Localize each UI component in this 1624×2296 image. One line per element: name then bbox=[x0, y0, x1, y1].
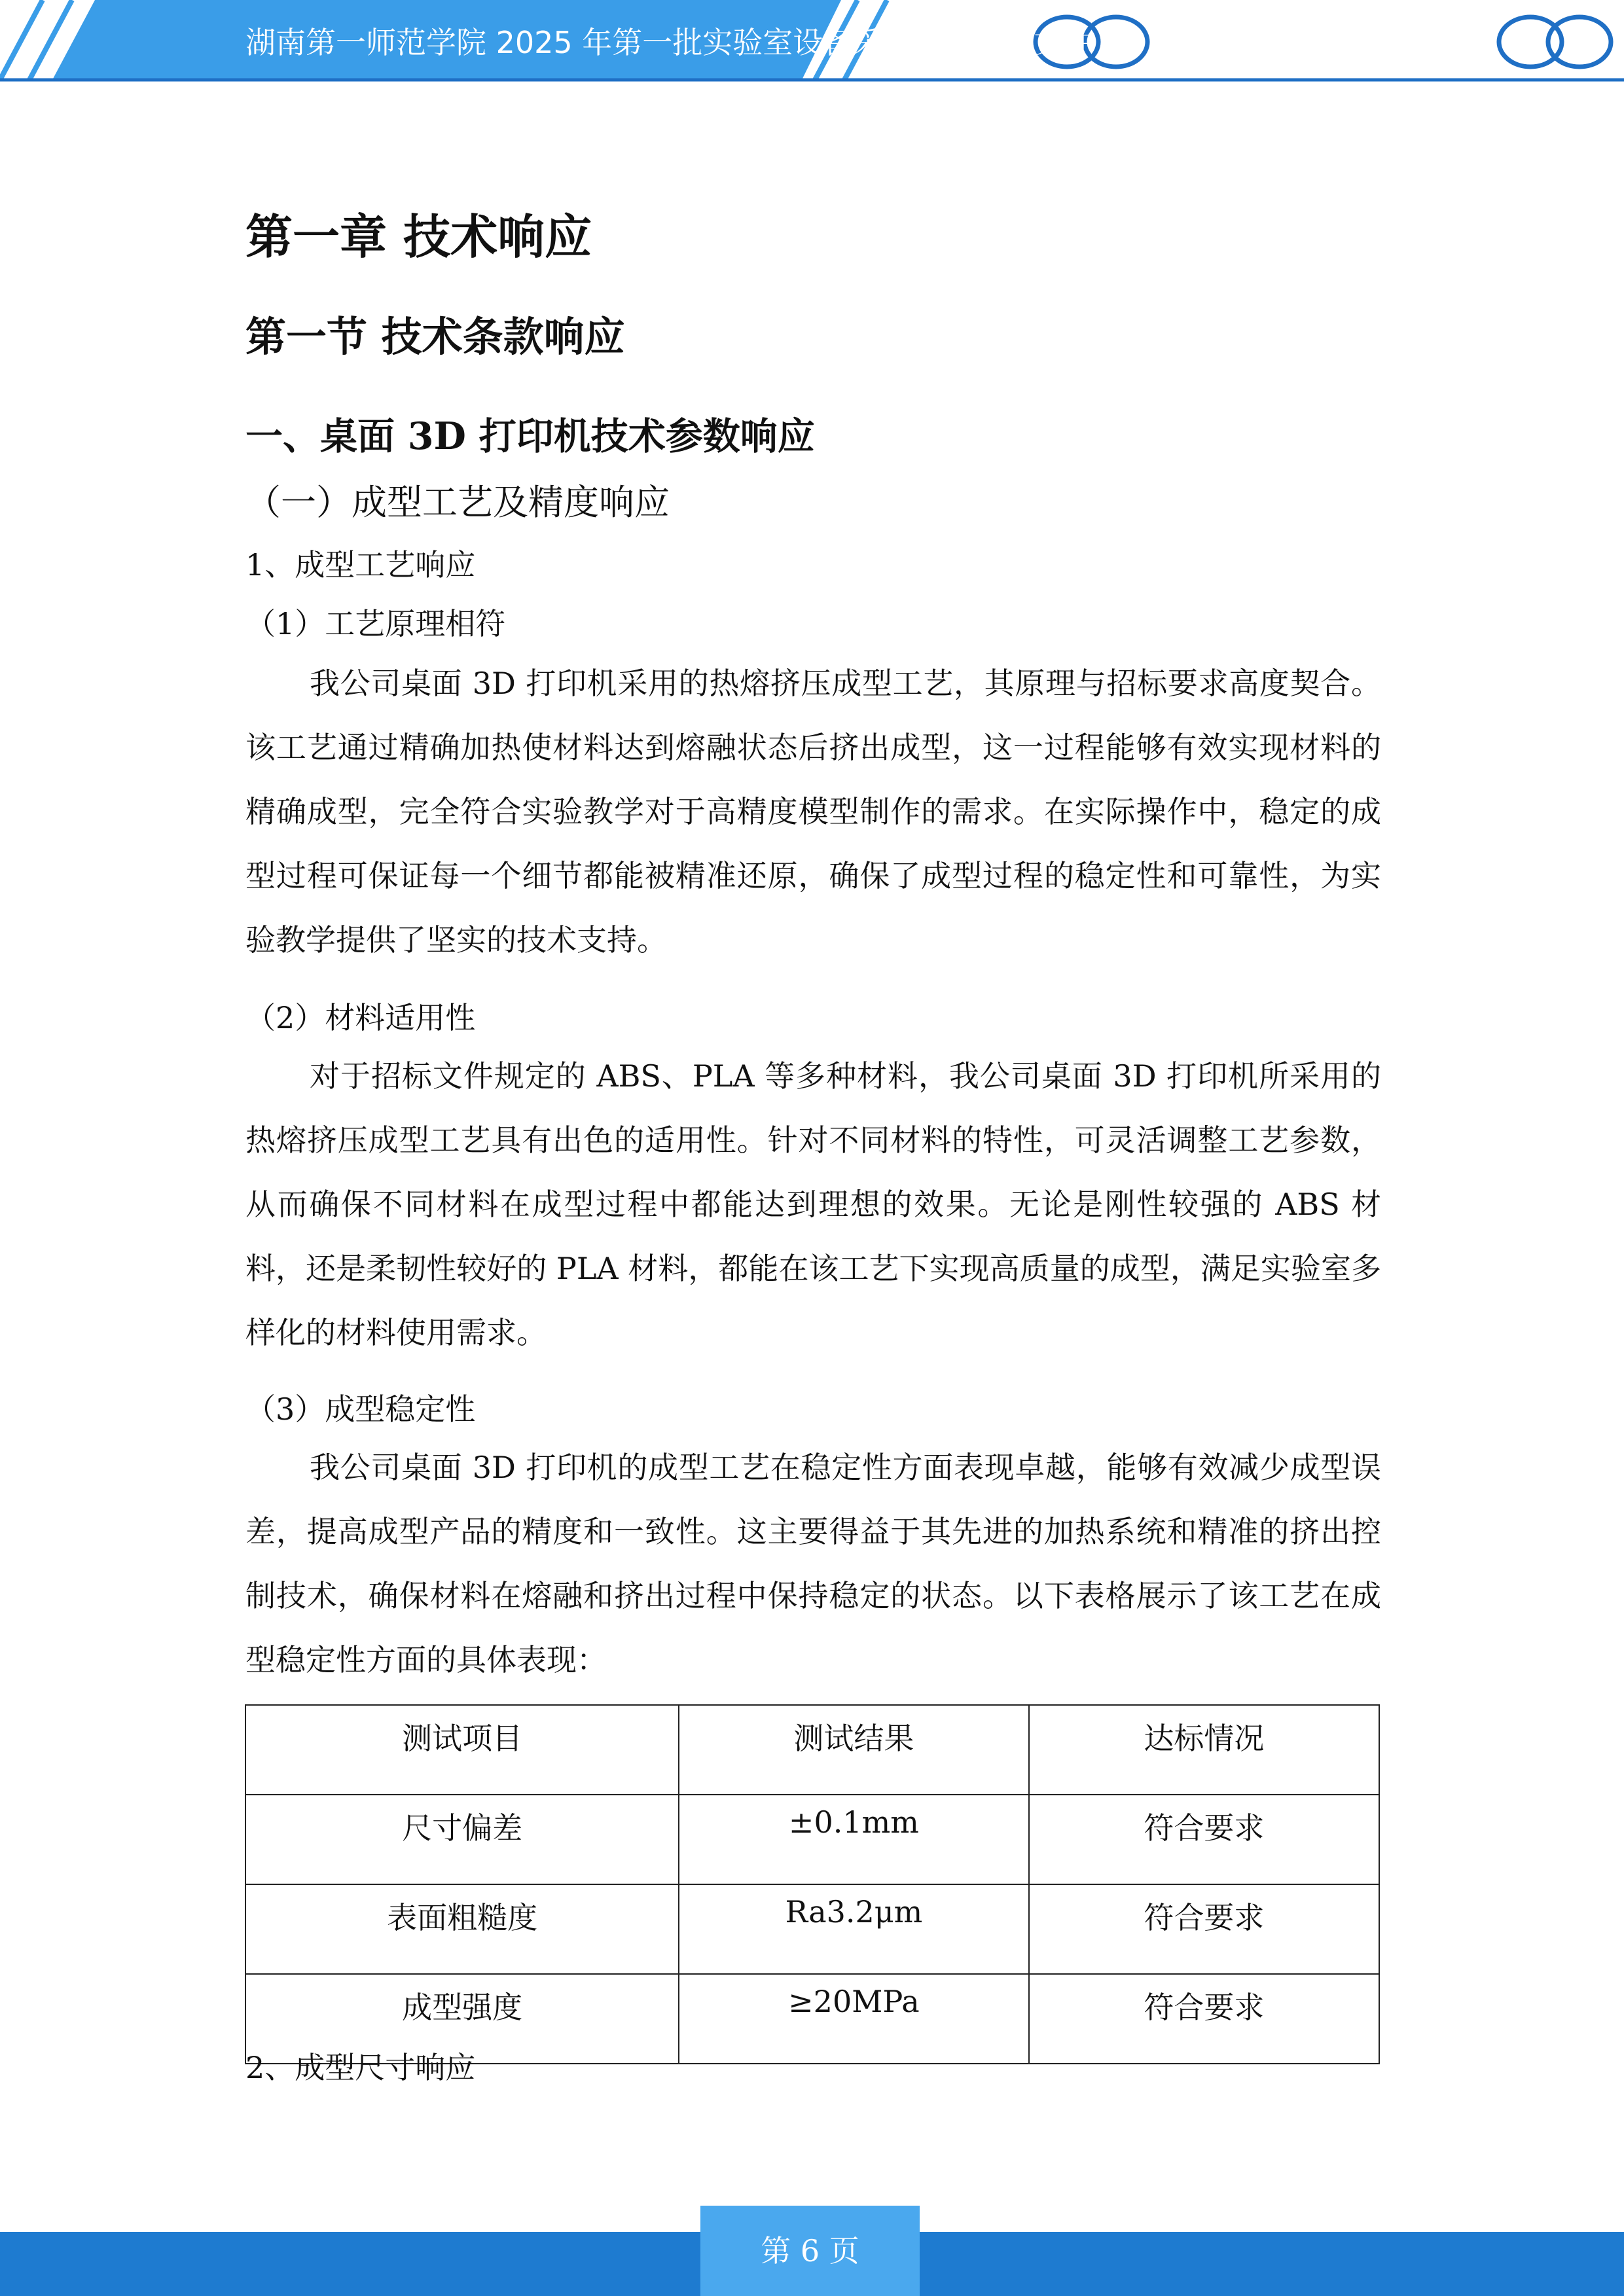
header-title: 湖南第一师范学院 2025 年第一批实验室设备采购项目投标文件 bbox=[245, 25, 1094, 60]
table-header-cell: 测试项目 bbox=[245, 1705, 679, 1795]
stability-table bbox=[245, 1704, 1380, 2064]
section-heading: 第一节 技术条款响应 bbox=[245, 313, 625, 361]
table-header-cell: 测试结果 bbox=[679, 1705, 1029, 1795]
table-cell: 符合要求 bbox=[1029, 1974, 1379, 2064]
chapter-heading: 第一章 技术响应 bbox=[245, 209, 592, 264]
table-header-row bbox=[245, 1705, 1379, 1795]
page-header bbox=[0, 0, 1624, 85]
paragraph-2: 对于招标文件规定的 ABS、PLA 等多种材料，我公司桌面 3D 打印机所采用的热熔挤压成型工艺具有出色的适用性。针对不同材料的特性，可灵活调整工艺参数，从而确保不同材料在成型过程中都能达到理想的效果。无论是刚性较强的 ABS 材料，还是柔韧性较好的 PLA 材料，都能在该工艺下实现高质量的成型，满足实验室多样化的材料使用需求。 bbox=[245, 1058, 1381, 1350]
table-row bbox=[245, 1884, 1379, 1974]
rings-logo-right bbox=[1499, 17, 1611, 67]
item-heading: （一）成型工艺及精度响应 bbox=[245, 482, 670, 523]
table-cell: ±0.1mm bbox=[679, 1795, 1029, 1884]
paragraph-1: 我公司桌面 3D 打印机采用的热熔挤压成型工艺，其原理与招标要求高度契合。该工艺通过精确加热使材料达到熔融状态后挤出成型，这一过程能够有效实现材料的精确成型，完全符合实验教学对于高精度模型制作的需求。在实际操作中，稳定的成型过程可保证每一个细节都能被精准还原，确保了成型过程的稳定性和可靠性，为实验教学提供了坚实的技术支持。 bbox=[245, 666, 1381, 958]
table-cell: Ra3.2μm bbox=[679, 1884, 1029, 1974]
table-header-cell: 达标情况 bbox=[1029, 1705, 1379, 1795]
subsection-heading: 一、桌面 3D 打印机技术参数响应 bbox=[245, 414, 815, 458]
outline-sub-3: （3）成型稳定性 bbox=[245, 1391, 476, 1427]
outline-sub-1: （1）工艺原理相符 bbox=[245, 606, 506, 641]
table-cell: 符合要求 bbox=[1029, 1795, 1379, 1884]
table-cell: 符合要求 bbox=[1029, 1884, 1379, 1974]
table-cell: 尺寸偏差 bbox=[245, 1795, 679, 1884]
page-number: 第 6 页 bbox=[700, 2206, 920, 2296]
table-row bbox=[245, 1795, 1379, 1884]
outline-point-2: 2、成型尺寸响应 bbox=[245, 2050, 476, 2085]
paragraph-3: 我公司桌面 3D 打印机的成型工艺在稳定性方面表现卓越，能够有效减少成型误差，提高成型产品的精度和一致性。这主要得益于其先进的加热系统和精准的挤出控制技术，确保材料在熔融和挤出过程中保持稳定的状态。以下表格展示了该工艺在成型稳定性方面的具体表现： bbox=[245, 1450, 1381, 1677]
outline-sub-2: （2）材料适用性 bbox=[245, 1000, 476, 1035]
table-cell: ≥20MPa bbox=[679, 1974, 1029, 2064]
table-cell: 表面粗糙度 bbox=[245, 1884, 679, 1974]
outline-point-1: 1、成型工艺响应 bbox=[245, 547, 476, 583]
table-cell: 成型强度 bbox=[245, 1974, 679, 2064]
